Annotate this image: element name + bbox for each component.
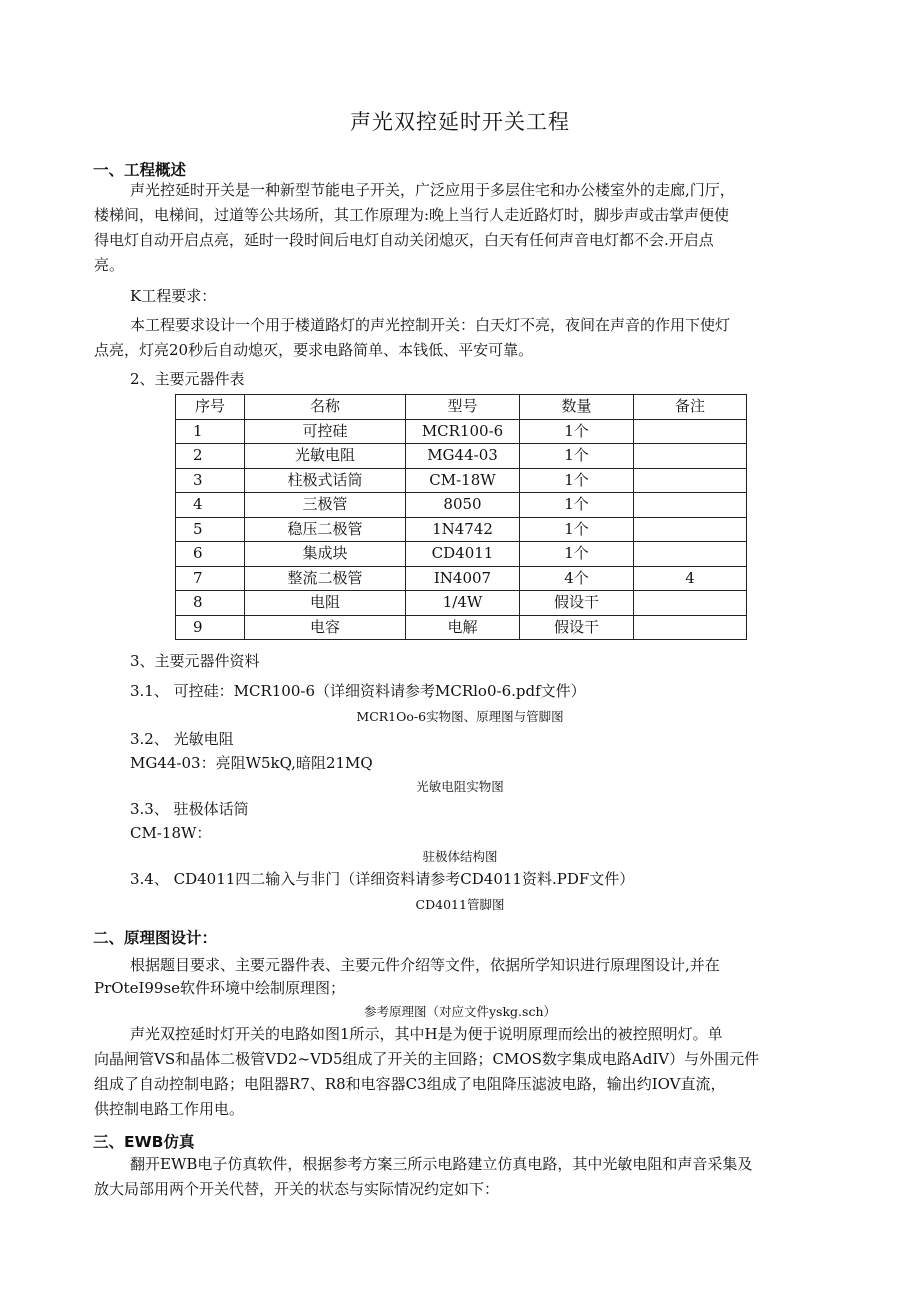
components-table-heading: 2、主要元器件表 [130, 370, 245, 388]
paragraph-line: 翻开EWB电子仿真软件，根据参考方案三所示电路建立仿真电路，其中光敏电阻和声音采集及 [130, 1155, 753, 1173]
header-cell-index: 序号 [176, 395, 245, 420]
item-3-4: 3.4、 CD4011四二输入与非门（详细资料请参考CD4011资料.PDF文件） [130, 870, 635, 888]
item-3-2: 3.2、 光敏电阻 [130, 730, 234, 748]
components-info-heading: 3、主要元器件资料 [130, 652, 260, 670]
table-cell: CD4011 [406, 542, 520, 567]
table-row [176, 419, 747, 444]
table-cell: 稳压二极管 [245, 517, 406, 542]
table-cell: 1个 [520, 493, 634, 518]
caption-schematic: 参考原理图（对应文件yskg.sch） [364, 1004, 556, 1019]
paragraph-line: 得电灯自动开启点亮，延时一段时间后电灯自动关闭熄灭，白天有任何声音电灯都不会.开启点 [94, 231, 714, 249]
table-cell: 3 [176, 468, 245, 493]
item-3-2-detail: MG44-03：亮阻W5kQ,暗阻21MQ [130, 754, 373, 772]
table-cell: 9 [176, 615, 245, 640]
table-cell: 8050 [406, 493, 520, 518]
table-cell: MG44-03 [406, 444, 520, 469]
table-cell: 1个 [520, 517, 634, 542]
table-cell: 7 [176, 566, 245, 591]
paragraph-line: 声光双控延时灯开关的电路如图1所示，其中H是为便于说明原理而绘出的被控照明灯。单 [130, 1025, 723, 1043]
table-cell: 假设干 [520, 615, 634, 640]
table-cell [634, 517, 747, 542]
paragraph-line: 本工程要求设计一个用于楼道路灯的声光控制开关：白天灯不亮，夜间在声音的作用下使灯 [130, 316, 731, 334]
components-table [175, 394, 747, 640]
item-3-3: 3.3、 驻极体话筒 [130, 800, 249, 818]
table-cell [634, 542, 747, 567]
section-heading-schematic: 二、原理图设计： [93, 929, 218, 947]
paragraph-line: 声光控延时开关是一种新型节能电子开关，广泛应用于多层住宅和办公楼室外的走廊,门厅， [130, 181, 735, 199]
table-cell: 1个 [520, 444, 634, 469]
table-cell: 柱极式话筒 [245, 468, 406, 493]
document-title: 声光双控延时开关工程 [350, 110, 570, 134]
paragraph-line: 向晶闸管VS和晶体二极管VD2~VD5组成了开关的主回路；CMOS数字集成电路AdIV）与外围元件 [94, 1050, 760, 1068]
table-cell: 1个 [520, 542, 634, 567]
table-cell: 2 [176, 444, 245, 469]
table-cell: 整流二极管 [245, 566, 406, 591]
paragraph-line: 组成了自动控制电路；电阻器R7、R8和电容器C3组成了电阻降压滤波电路，输出约IOV直流， [94, 1075, 726, 1093]
caption-3-3: 驻极体结构图 [422, 849, 498, 864]
table-cell: 电阻 [245, 591, 406, 616]
table-cell: 4 [634, 566, 747, 591]
table-cell: 5 [176, 517, 245, 542]
table-cell: 1个 [520, 468, 634, 493]
table-cell [634, 591, 747, 616]
section-heading-overview: 一、工程概述 [93, 161, 187, 179]
section-heading-ewb: 三、EWB仿真 [93, 1133, 195, 1151]
table-row [176, 591, 747, 616]
table-row [176, 566, 747, 591]
requirements-heading: K工程要求： [130, 287, 217, 305]
table-cell [634, 493, 747, 518]
paragraph-line: 楼梯间，电梯间，过道等公共场所，其工作原理为:晚上当行人走近路灯时，脚步声或击掌声便使 [94, 206, 730, 224]
table-cell: 4个 [520, 566, 634, 591]
table-row [176, 468, 747, 493]
caption-3-1: MCR1Oo-6实物图、原理图与管脚图 [356, 709, 564, 724]
item-3-1: 3.1、 可控硅：MCR100-6（详细资料请参考MCRlo0-6.pdf文件） [130, 682, 586, 700]
caption-3-2: 光敏电阻实物图 [416, 779, 504, 794]
paragraph-line: 点亮，灯亮20秒后自动熄灭，要求电路简单、本钱低、平安可靠。 [94, 341, 534, 359]
table-cell: 4 [176, 493, 245, 518]
table-cell: 电解 [406, 615, 520, 640]
table-cell: 集成块 [245, 542, 406, 567]
item-3-3-detail: CM-18W： [130, 824, 212, 842]
table-cell: 1/4W [406, 591, 520, 616]
table-row [176, 517, 747, 542]
table-cell: 1N4742 [406, 517, 520, 542]
table-header-row [176, 395, 747, 420]
paragraph-line: 根据题目要求、主要元器件表、主要元件介绍等文件，依据所学知识进行原理图设计,并在 [130, 956, 720, 974]
header-cell-model: 型号 [406, 395, 520, 420]
table-cell: MCR100-6 [406, 419, 520, 444]
table-cell [634, 468, 747, 493]
caption-3-4: CD4011管脚图 [415, 897, 505, 912]
table-cell: 电容 [245, 615, 406, 640]
paragraph-line: PrOteI99se软件环境中绘制原理图； [94, 979, 346, 997]
table-cell: 光敏电阻 [245, 444, 406, 469]
header-cell-name: 名称 [245, 395, 406, 420]
paragraph-line: 放大局部用两个开关代替，开关的状态与实际情况约定如下： [94, 1180, 500, 1198]
table-row [176, 615, 747, 640]
table-cell: 可控硅 [245, 419, 406, 444]
table-cell [634, 444, 747, 469]
table-cell: 1个 [520, 419, 634, 444]
paragraph-line: 供控制电路工作用电。 [94, 1100, 245, 1118]
table-cell [634, 419, 747, 444]
table-cell: 假设干 [520, 591, 634, 616]
table-cell: 1 [176, 419, 245, 444]
table-row [176, 444, 747, 469]
table-cell [634, 615, 747, 640]
table-cell: CM-18W [406, 468, 520, 493]
table-row [176, 493, 747, 518]
table-cell: 6 [176, 542, 245, 567]
table-cell: 三极管 [245, 493, 406, 518]
table-row [176, 542, 747, 567]
header-cell-qty: 数量 [520, 395, 634, 420]
paragraph-line: 亮。 [94, 256, 125, 274]
header-cell-note: 备注 [634, 395, 747, 420]
table-cell: 8 [176, 591, 245, 616]
table-cell: IN4007 [406, 566, 520, 591]
